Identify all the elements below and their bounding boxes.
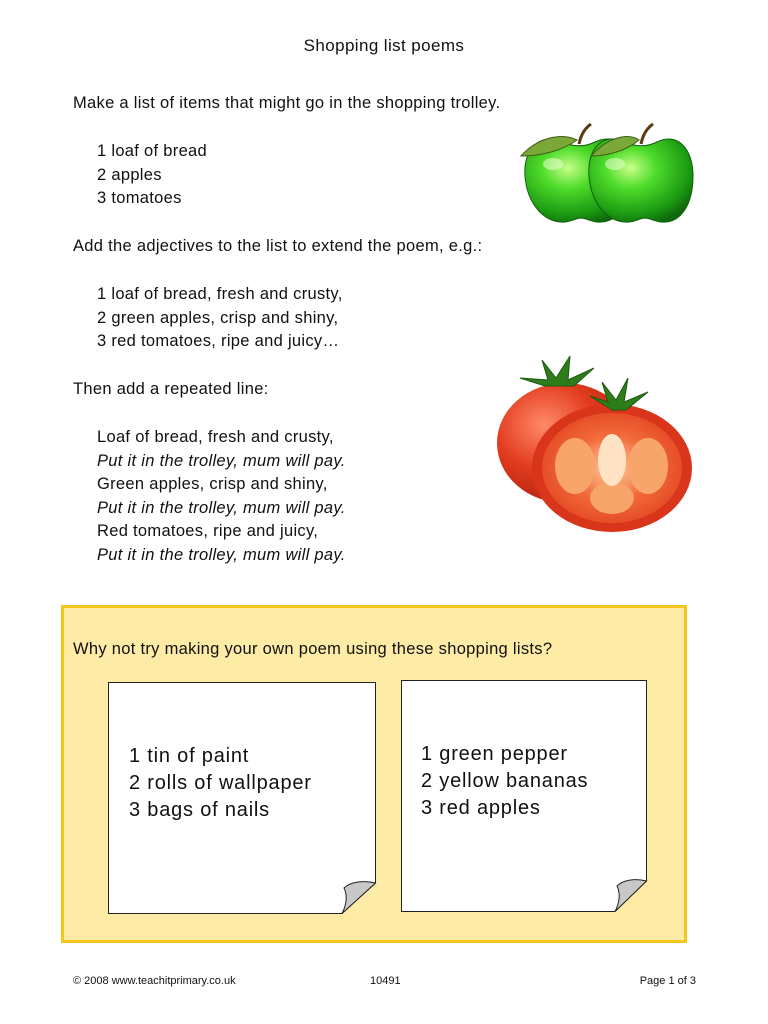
poem-refrain-line: Put it in the trolley, mum will pay. <box>97 499 346 517</box>
apples-image <box>515 120 695 230</box>
note-list-item: 3 red apples <box>421 797 541 819</box>
poem-refrain-line: Put it in the trolley, mum will pay. <box>97 546 346 564</box>
list1-item: 1 loaf of bread <box>97 142 207 160</box>
poem-line: Green apples, crisp and shiny, <box>97 475 328 493</box>
list2-item: 2 green apples, crisp and shiny, <box>97 309 339 327</box>
footer-page-number: Page 1 of 3 <box>639 975 696 987</box>
note-list-item: 1 tin of paint <box>129 745 250 767</box>
intro-instruction: Make a list of items that might go in the shopping trolley. <box>73 94 501 112</box>
repeat-instruction: Then add a repeated line: <box>73 380 269 398</box>
list1-item: 3 tomatoes <box>97 189 182 207</box>
note-list-item: 1 green pepper <box>421 743 568 765</box>
note-list-item: 3 bags of nails <box>129 799 270 821</box>
poem-refrain-line: Put it in the trolley, mum will pay. <box>97 452 346 470</box>
footer-doc-number: 10491 <box>370 975 401 987</box>
footer-copyright: © 2008 www.teachitprimary.co.uk <box>73 975 236 987</box>
tomatoes-image <box>490 348 700 538</box>
list2-item: 1 loaf of bread, fresh and crusty, <box>97 285 343 303</box>
poem-line: Red tomatoes, ripe and juicy, <box>97 522 319 540</box>
activity-prompt: Why not try making your own poem using these shopping lists? <box>73 640 553 658</box>
adjectives-instruction: Add the adjectives to the list to extend the poem, e.g.: <box>73 237 483 255</box>
page-title: Shopping list poems <box>303 36 465 55</box>
note-list-item: 2 rolls of wallpaper <box>129 772 312 794</box>
list2-item: 3 red tomatoes, ripe and juicy… <box>97 332 340 350</box>
list1-item: 2 apples <box>97 166 162 184</box>
poem-line: Loaf of bread, fresh and crusty, <box>97 428 334 446</box>
note-list-item: 2 yellow bananas <box>421 770 589 792</box>
